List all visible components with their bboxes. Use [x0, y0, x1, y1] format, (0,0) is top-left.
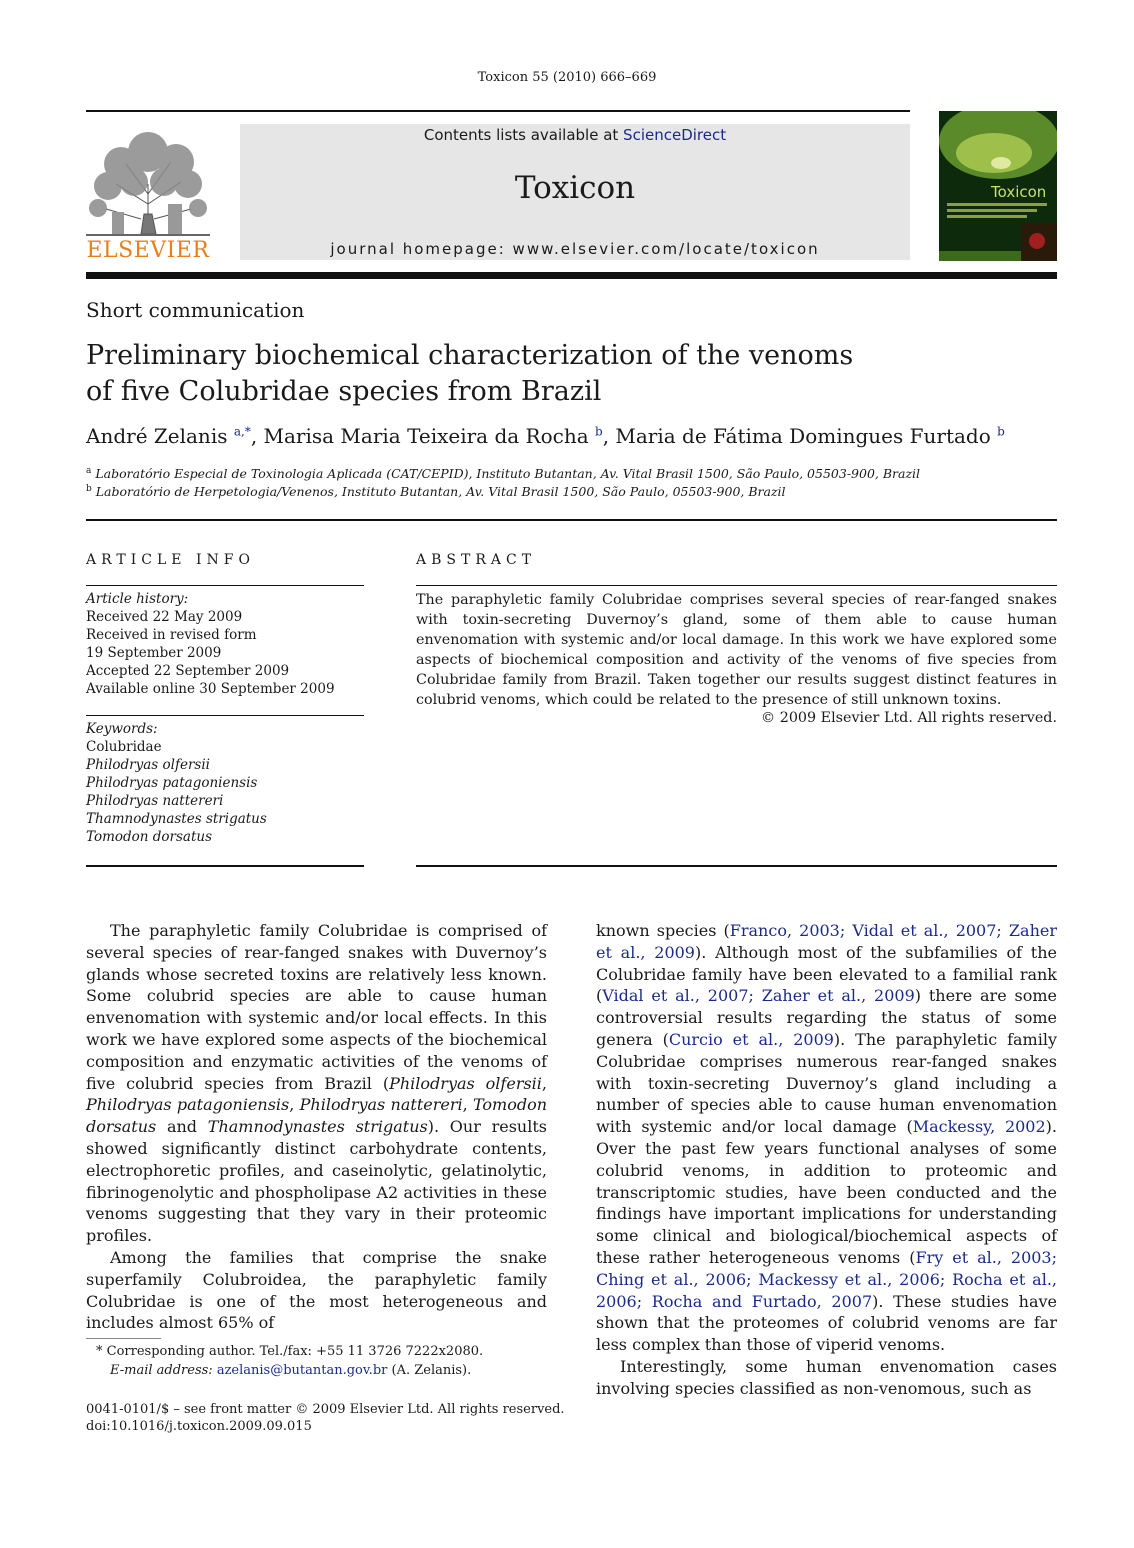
- affiliation-mark: b: [86, 484, 92, 494]
- cover-title: Toxicon: [991, 183, 1047, 201]
- keyword: Philodryas olfersii: [86, 757, 210, 773]
- author-name: Maria de Fátima Domingues Furtado: [615, 424, 991, 448]
- title-line-2: of five Colubridae species from Brazil: [86, 376, 602, 407]
- author-affiliation-mark[interactable]: b: [595, 424, 603, 439]
- footnote-rule: [86, 1338, 161, 1339]
- front-matter-line: 0041-0101/$ – see front matter © 2009 Elsevier Ltd. All rights reserved.: [86, 1402, 565, 1417]
- email-note: [110, 1361, 471, 1380]
- text-run: ). Over the past few years functional analyses of some colubrid venoms, in addition to proteomic and transcriptomic studies, have been conducted and the findings have important implications for understanding some clinical and biological/biochemical aspects of these rather heterogeneous venoms (: [596, 1117, 1057, 1267]
- affiliation-text: Laboratório de Herpetologia/Venenos, Instituto Butantan, Av. Vital Brasil 1500, São Paulo, 05503-900, Brazil: [95, 484, 786, 500]
- text-run: The paraphyletic family Colubridae is comprised of several species of rear-fanged snakes with Duvernoy’s glands whose secreted toxins are relatively less known. Some colubrid species are able to cause human envenomation with systemic and/or local effects. In this work we have explored some aspects of the biochemical composition and enzymatic activities of the venoms of five colubrid species from Brazil (: [86, 921, 547, 1093]
- cover-text-line: [947, 215, 1027, 218]
- text-run: ). Although most of the subfamilies of the Colubridae family have been elevated to a familial rank (: [596, 942, 1058, 1006]
- text-run: ). The paraphyletic family Colubridae comprises numerous rear-fanged snakes with toxin-secreting Duvernoy’s gland including a number of species able to cause human envenomation with systemic and/or local damage (: [596, 1029, 1057, 1137]
- author-name: Marisa Maria Teixeira da Rocha: [263, 424, 589, 448]
- text-run: ). These studies have shown that the proteomes of colubrid venoms are far less complex than those of viperid venoms.: [596, 1291, 1057, 1355]
- contents-prefix: Contents lists available at: [423, 126, 624, 144]
- body-right-column: [596, 920, 1057, 1400]
- author-name: André Zelanis: [86, 424, 228, 448]
- affiliation: [86, 466, 920, 481]
- elsevier-logo[interactable]: [86, 124, 210, 262]
- doi-line[interactable]: doi:10.1016/j.toxicon.2009.09.015: [86, 1419, 312, 1434]
- body-paragraph: [86, 920, 547, 1247]
- journal-citation: Toxicon 55 (2010) 666–669: [477, 70, 657, 85]
- text-run: ). Our results showed significantly distinct carbohydrate contents, electrophoretic profiles, and caseinolytic, gelatinolytic, fibrinogenolytic and phospholipase A2 activities in these venoms suggesting that they vary in their proteomic profiles.: [86, 1117, 547, 1246]
- affiliation-mark: a: [86, 466, 92, 476]
- body-left-column: [86, 920, 547, 1334]
- author-affiliation-mark[interactable]: b: [997, 424, 1005, 439]
- article-history: [86, 590, 364, 698]
- body-paragraph: Among the families that comprise the snake superfamily Colubroidea, the paraphyletic family Colubridae is one of the most heterogeneous and includes almost 65% of: [86, 1247, 547, 1333]
- cover-text-line: [947, 209, 1037, 212]
- text-run: ,: [462, 1095, 473, 1115]
- affiliation-text: Laboratório Especial de Toxinologia Aplicada (CAT/CEPID), Instituto Butantan, Av. Vital Brasil 1500, São Paulo, 05503-900, Brazil: [95, 466, 921, 482]
- text-run: ) there are some controversial results regarding the status of some genera (: [596, 986, 1058, 1049]
- journal-title: Toxicon: [514, 170, 636, 206]
- keyword: Thamnodynastes strigatus: [86, 811, 267, 827]
- history-item: Received 22 May 2009: [86, 609, 243, 625]
- article-info-heading: ARTICLE INFO: [86, 552, 255, 568]
- journal-header-box: [240, 124, 910, 260]
- corresponding-author-note: * Corresponding author. Tel./fax: +55 11 3726 7222x2080.: [96, 1344, 484, 1359]
- text-run: ,: [541, 1073, 548, 1093]
- keyword: Tomodon dorsatus: [86, 829, 213, 845]
- journal-homepage[interactable]: journal homepage: www.elsevier.com/locate/toxicon: [330, 240, 820, 258]
- email-suffix: (A. Zelanis).: [387, 1363, 472, 1378]
- reference-link[interactable]: Curcio et al., 2009: [668, 1029, 834, 1049]
- text-run: known species (: [596, 921, 730, 940]
- keyword: Philodryas nattereri: [86, 793, 224, 809]
- article-title: [86, 338, 986, 410]
- body-paragraph: [596, 920, 1057, 1356]
- text-run: and: [156, 1117, 208, 1137]
- history-item: 19 September 2009: [86, 645, 222, 661]
- elsevier-wordmark: ELSEVIER: [86, 238, 210, 263]
- history-item: Received in revised form: [86, 627, 257, 643]
- species-name: Thamnodynastes strigatus: [207, 1117, 428, 1137]
- article-info-rule: [86, 585, 364, 586]
- keywords-rule: [86, 715, 364, 716]
- keywords-label: Keywords:: [86, 721, 158, 737]
- abstract-text: The paraphyletic family Colubridae comprises several species of rear-fanged snakes with toxin-secreting Duvernoy’s gland, some of them able to cause human envenomation with systemic and/or local damage. In this work we have explored some aspects of biochemical composition and activity of the venoms of five species from Colubridae family from Brazil. Taken together our results suggest distinct features in colubrid venoms, which could be related to the presence of still unknown toxins.: [416, 592, 1057, 708]
- history-label: Article history:: [86, 591, 189, 607]
- header-rule: [86, 110, 910, 112]
- species-name: Tomodon dorsatus: [86, 1095, 548, 1137]
- corresponding-author-mark[interactable]: *: [244, 424, 251, 439]
- keyword: Colubridae: [86, 739, 162, 755]
- keywords: [86, 720, 364, 846]
- keyword: Philodryas patagoniensis: [86, 775, 258, 791]
- author-affiliation-mark[interactable]: a,: [233, 424, 245, 439]
- affiliation: [86, 484, 786, 499]
- reference-link[interactable]: Vidal et al., 2007; Zaher et al., 2009: [602, 986, 915, 1006]
- reference-link[interactable]: Fry et al., 2003; Ching et al., 2006; Mackessy et al., 2006; Rocha et al., 2006; Rocha and Furtado, 2007: [596, 1247, 1058, 1311]
- text-run: ,: [289, 1095, 300, 1115]
- article-type: Short communication: [86, 298, 305, 322]
- email-link[interactable]: azelanis@butantan.gov.br: [216, 1363, 388, 1378]
- history-item: Accepted 22 September 2009: [86, 663, 290, 679]
- cover-text-line: [947, 203, 1047, 206]
- journal-cover-image[interactable]: [939, 111, 1057, 261]
- email-label: E-mail address:: [110, 1363, 217, 1378]
- species-name: Philodryas olfersii: [389, 1073, 542, 1093]
- header-thick-rule: [86, 272, 1057, 279]
- reference-link[interactable]: Franco, 2003; Vidal et al., 2007; Zaher et al., 2009: [596, 921, 1057, 962]
- sciencedirect-link[interactable]: ScienceDirect: [623, 126, 727, 144]
- species-name: Philodryas nattereri: [299, 1095, 463, 1115]
- history-item: Available online 30 September 2009: [86, 681, 335, 697]
- author-list: André Zelanis $^{a,*}$, Marisa Maria Teixeira da Rocha $^b$, Maria de Fátima Domingues Furtado $^b$: [86, 424, 1005, 448]
- abstract-rule: [416, 585, 1057, 586]
- abstract-end-rule: [416, 865, 1057, 867]
- body-paragraph: Interestingly, some human envenomation cases involving species classified as non-venomous, such as: [596, 1356, 1057, 1398]
- article-info-end-rule: [86, 865, 364, 867]
- reference-link[interactable]: Mackessy, 2002: [912, 1117, 1046, 1137]
- species-name: Philodryas patagoniensis: [86, 1095, 290, 1115]
- section-divider: [86, 519, 1057, 521]
- abstract-copyright: © 2009 Elsevier Ltd. All rights reserved.: [760, 710, 1057, 726]
- contents-line: [240, 126, 910, 144]
- title-line-1: Preliminary biochemical characterization of the venoms: [86, 340, 854, 371]
- abstract-heading: ABSTRACT: [416, 552, 537, 568]
